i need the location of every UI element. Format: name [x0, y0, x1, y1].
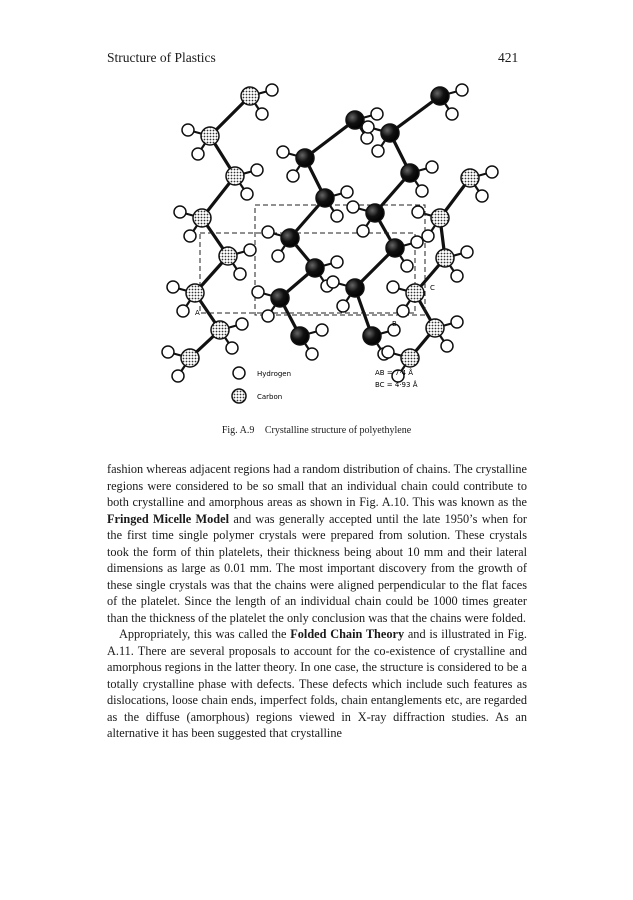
- hydrogen-atom: [262, 310, 274, 322]
- carbon-atom: [241, 87, 259, 105]
- hydrogen-legend-label: Hydrogen: [257, 370, 292, 378]
- hydrogen-atom: [372, 145, 384, 157]
- point-label-a: A: [195, 309, 200, 317]
- hydrogen-atom: [241, 188, 253, 200]
- figure-caption: [0, 425, 633, 436]
- carbon-atom: [271, 289, 289, 307]
- paragraph-2: [107, 626, 527, 742]
- hydrogen-atom: [426, 161, 438, 173]
- hydrogen-atom: [192, 148, 204, 160]
- carbon-atom: [201, 127, 219, 145]
- carbon-atom: [461, 169, 479, 187]
- hydrogen-atom: [476, 190, 488, 202]
- paragraph-1: [107, 461, 527, 626]
- hydrogen-atom: [331, 256, 343, 268]
- carbon-legend-icon: [232, 389, 246, 403]
- hydrogen-atom: [226, 342, 238, 354]
- body-text: [107, 461, 527, 742]
- hydrogen-atom: [361, 132, 373, 144]
- hydrogen-atom: [167, 281, 179, 293]
- hydrogen-atom: [277, 146, 289, 158]
- hydrogen-atom: [357, 225, 369, 237]
- paragraph-1-text-a: fashion whereas adjacent regions had a random distribution of chains. The crystalline regions were considered to be so small that an individual chain could contribute to both crystalline and amorphous areas as shown in Fig. A.10. This was known as the: [107, 462, 527, 509]
- hydrogen-atom: [262, 226, 274, 238]
- carbon-atom: [346, 279, 364, 297]
- hydrogen-atom: [234, 268, 246, 280]
- hydrogen-atom: [331, 210, 343, 222]
- hydrogen-atom: [451, 316, 463, 328]
- carbon-atom: [181, 349, 199, 367]
- paragraph-2-text-a: Appropriately, this was called the: [119, 627, 291, 641]
- carbon-atom: [401, 164, 419, 182]
- hydrogen-atom: [397, 305, 409, 317]
- carbon-atom: [436, 249, 454, 267]
- hydrogen-atom: [236, 318, 248, 330]
- carbon-atom: [186, 284, 204, 302]
- hydrogen-atom: [256, 108, 268, 120]
- carbon-atom: [291, 327, 309, 345]
- running-header-title: Structure of Plastics: [107, 50, 216, 65]
- carbon-atom: [381, 124, 399, 142]
- carbon-atom: [296, 149, 314, 167]
- hydrogen-atom: [252, 286, 264, 298]
- page-number: 421: [498, 50, 519, 65]
- hydrogen-atom: [251, 164, 263, 176]
- hydrogen-atom: [416, 185, 428, 197]
- carbon-atom: [193, 209, 211, 227]
- hydrogen-atom: [272, 250, 284, 262]
- hydrogen-atom: [387, 281, 399, 293]
- hydrogen-atom: [182, 124, 194, 136]
- hydrogen-atom: [172, 370, 184, 382]
- paragraph-2-text-b: and is illustrated in Fig. A.11. There are several proposals to account for the co-existence of crystalline and amorphous regions in the latter theory. In one case, the structure is considered to be a totally crystalline phase with defects. These defects which include such features as dislocations, loose chain ends, imperfect folds, chain entanglements etc, are regarded as the diffuse (amorphous) regions viewed in X-ray diffraction studies. As an alternative it has been suggested that crystalline: [107, 627, 528, 740]
- hydrogen-atom: [266, 84, 278, 96]
- hydrogen-atom: [174, 206, 186, 218]
- hydrogen-atom: [382, 346, 394, 358]
- carbon-atom: [281, 229, 299, 247]
- carbon-atom: [219, 247, 237, 265]
- hydrogen-atom: [446, 108, 458, 120]
- hydrogen-atom: [327, 276, 339, 288]
- figure-caption-text: Crystalline structure of polyethylene: [264, 425, 412, 436]
- carbon-atom: [211, 321, 229, 339]
- term-fringed-micelle-model: Fringed Micelle Model: [107, 511, 230, 526]
- hydrogen-atom: [486, 166, 498, 178]
- carbon-atom: [406, 284, 424, 302]
- hydrogen-atom: [451, 270, 463, 282]
- hydrogen-atom: [162, 346, 174, 358]
- hydrogen-atom: [362, 121, 374, 133]
- carbon-atom: [366, 204, 384, 222]
- hydrogen-atom: [411, 236, 423, 248]
- carbon-atom: [316, 189, 334, 207]
- paragraph-1-text-b: and was generally accepted until the late 1950’s when for the first time single polymer crystals were prepared from solution. These crystals took the form of thin platelets, their thickness being about 10 mm and their lateral dimensions as large as 0.01 mm. The most important discovery from the growth of these single crystals was that the chains were aligned perpendicular to the flat faces of the platelet. Since the length of an individual chain could be 1000 times greater than the thickness of the platelet the only conclusion was that the chains were folded.: [107, 511, 527, 625]
- hydrogen-atom: [184, 230, 196, 242]
- polyethylene-crystal-figure: [140, 78, 500, 423]
- carbon-atom: [431, 209, 449, 227]
- hydrogen-atom: [347, 201, 359, 213]
- hydrogen-atom: [422, 230, 434, 242]
- carbon-atom: [363, 327, 381, 345]
- hydrogen-atom: [371, 108, 383, 120]
- carbon-atom: [386, 239, 404, 257]
- dimension-ab: AB = 7·4 Å: [375, 369, 414, 377]
- carbon-atom: [431, 87, 449, 105]
- hydrogen-atom: [306, 348, 318, 360]
- dimension-bc: BC = 4·93 Å: [375, 381, 418, 389]
- hydrogen-atom: [316, 324, 328, 336]
- hydrogen-atom: [456, 84, 468, 96]
- hydrogen-atom: [341, 186, 353, 198]
- hydrogen-legend-icon: [233, 367, 245, 379]
- point-label-c: C: [430, 284, 435, 292]
- carbon-atom: [226, 167, 244, 185]
- hydrogen-atom: [401, 260, 413, 272]
- hydrogen-atom: [412, 206, 424, 218]
- carbon-atom: [401, 349, 419, 367]
- carbon-atom: [306, 259, 324, 277]
- hydrogen-atom: [461, 246, 473, 258]
- term-folded-chain-theory: Folded Chain Theory: [290, 627, 405, 641]
- carbon-legend-label: Carbon: [257, 393, 283, 401]
- figure-caption-number: Fig. A.9: [221, 425, 255, 436]
- hydrogen-atom: [244, 244, 256, 256]
- hydrogen-atom: [337, 300, 349, 312]
- point-label-b: B: [392, 320, 397, 328]
- hydrogen-atom: [441, 340, 453, 352]
- carbon-atom: [426, 319, 444, 337]
- hydrogen-atom: [287, 170, 299, 182]
- hydrogen-atom: [177, 305, 189, 317]
